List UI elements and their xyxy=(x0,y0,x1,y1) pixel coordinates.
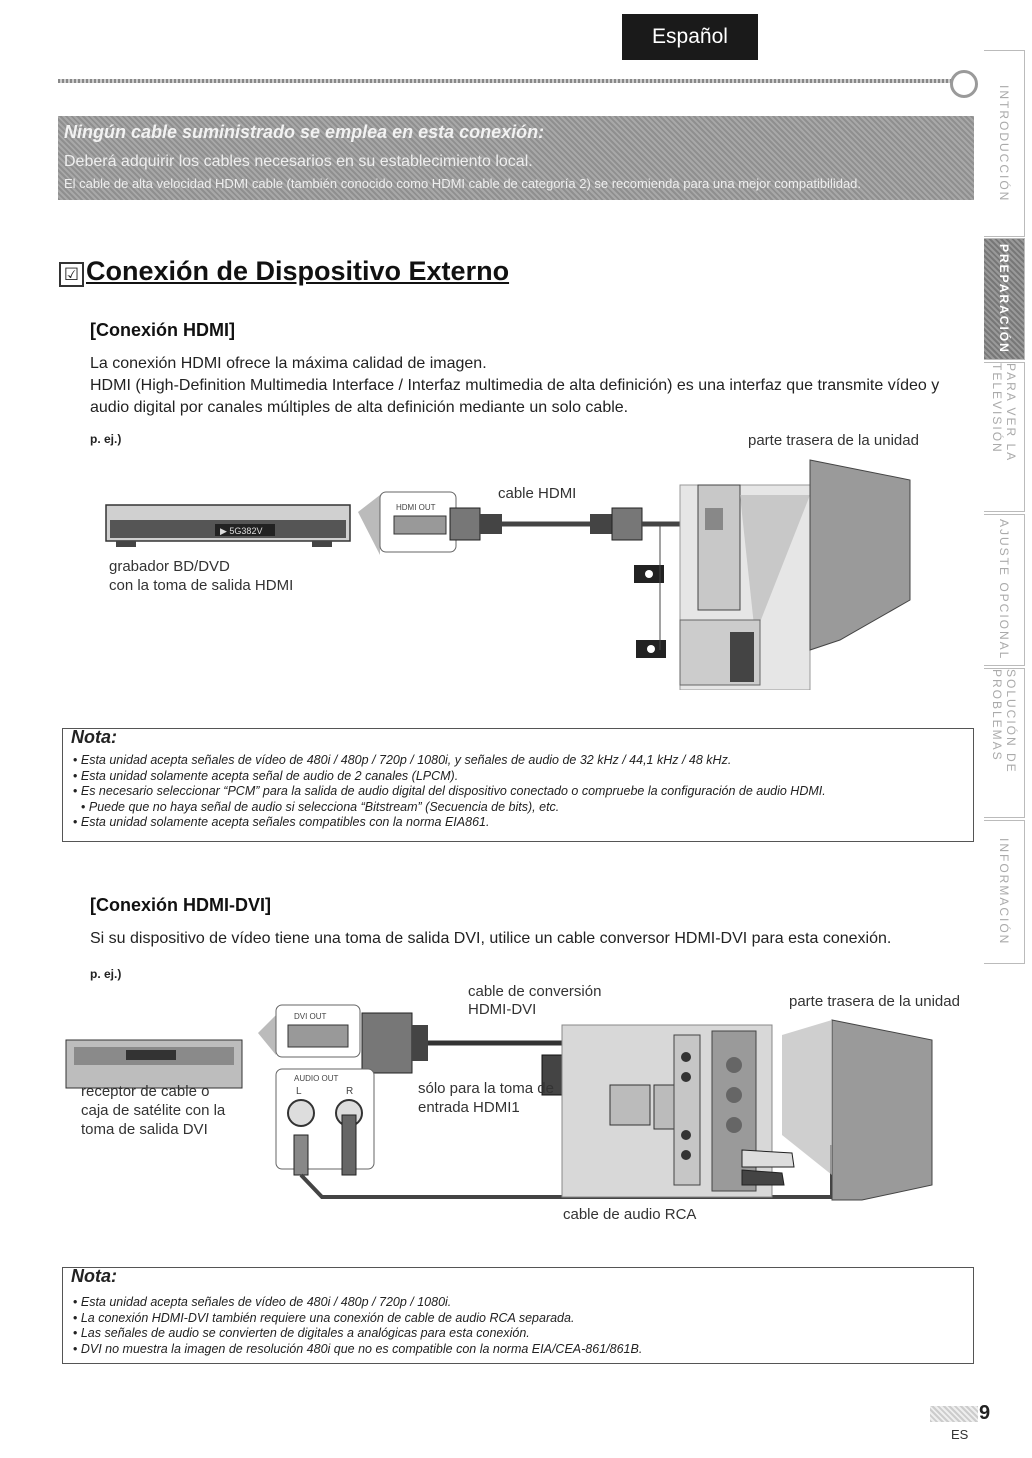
checkbox-icon: ☑ xyxy=(59,262,84,287)
divider-end-circle xyxy=(950,70,978,98)
dvi-device-line-2: caja de satélite con la xyxy=(81,1102,226,1119)
svg-text:R: R xyxy=(346,1086,354,1097)
language-tab: Español xyxy=(622,14,758,60)
hdmi-cable-icon xyxy=(450,508,680,540)
page-number: 9 xyxy=(979,1402,991,1424)
nota-1-item: • Esta unidad solamente acepta señales compatibles con la norma EIA861. xyxy=(73,815,826,831)
dvi-subtitle: [Conexión HDMI-DVI] xyxy=(90,895,271,915)
cable-box-icon xyxy=(66,1040,242,1088)
nota-2-list xyxy=(73,1295,642,1357)
banner-line-1: Deberá adquirir los cables necesarios en su establecimiento local. xyxy=(64,153,533,170)
nota-1-item: • Puede que no haya señal de audio si selecciona “Bitstream” (Secuencia de bits), etc. xyxy=(73,800,826,816)
sidebar-tab-preparacion[interactable]: PREPARACIÓN xyxy=(984,238,1025,360)
nota-1-item: • Esta unidad acepta señales de vídeo de 480i / 480p / 720p / 1080i, y señales de audio de 32 kHz / 44,1 kHz / 48 kHz. xyxy=(73,753,826,769)
tv-body-icon xyxy=(782,1020,932,1200)
sidebar-tab-introduccion[interactable]: INTRODUCCIÓN xyxy=(984,50,1025,237)
dvi-device-line-1: receptor de cable o xyxy=(81,1083,210,1100)
section-title: Conexión de Dispositivo Externo xyxy=(86,256,510,286)
nota-box-1 xyxy=(62,728,974,842)
dvi-rear-label: parte trasera de la unidad xyxy=(789,993,960,1010)
sidebar-tab-informacion[interactable]: INFORMACIÓN xyxy=(984,820,1025,964)
dvi-only-line-1: sólo para la toma de xyxy=(418,1080,554,1097)
nota-1-title: Nota: xyxy=(71,727,117,747)
audio-l-jack-icon xyxy=(288,1100,314,1126)
nota-2-item: • Esta unidad acepta señales de vídeo de 480i / 480p / 720p / 1080i. xyxy=(73,1295,642,1311)
sidebar-tab-para-ver[interactable]: PARA VER LA TELEVISIÓN xyxy=(984,362,1025,512)
hdmi-out-label: HDMI OUT xyxy=(396,503,436,512)
hdmi-example-label: p. ej.) xyxy=(90,432,122,446)
dvi-cable-line-1: cable de conversión xyxy=(468,983,602,1000)
svg-text:L: L xyxy=(296,1086,302,1097)
banner-title: Ningún cable suministrado se emplea en esta conexión: xyxy=(64,122,545,142)
tv-rear-icon xyxy=(634,460,910,690)
sidebar-tab-ajuste[interactable]: AJUSTE OPCIONAL xyxy=(984,514,1025,666)
nota-1-item: • Esta unidad solamente acepta señal de audio de 2 canales (LPCM). xyxy=(73,769,826,785)
hdmi-device-line-2: con la toma de salida HDMI xyxy=(109,577,294,594)
hdmi-para-2: HDMI (High-Definition Multimedia Interface / Interfaz multimedia de alta definición) es una interfaz que transmite vídeo y audio digital por canales múltiples de alta definición mediante un solo cable. xyxy=(90,377,940,416)
nota-2-item: • La conexión HDMI-DVI también requiere una conexión de cable de audio RCA separada. xyxy=(73,1311,642,1327)
nota-2-title: Nota: xyxy=(71,1266,117,1286)
dvi-only-line-2: entrada HDMI1 xyxy=(418,1099,520,1116)
svg-text:▶ 5G382V: ▶ 5G382V xyxy=(220,526,263,536)
tv-rear-panel-icon xyxy=(562,1025,794,1197)
hdmi-para-1: La conexión HDMI ofrece la máxima calidad de imagen. xyxy=(90,355,487,372)
dvi-example-label: p. ej.) xyxy=(90,967,122,981)
dvi-cable-line-2: HDMI-DVI xyxy=(468,1001,537,1018)
top-divider xyxy=(58,79,958,83)
hdmi-subtitle: [Conexión HDMI] xyxy=(90,320,235,340)
nota-1-item: • Es necesario seleccionar “PCM” para la salida de audio digital del dispositivo conectado o compruebe la configuración de audio HDMI. xyxy=(73,784,826,800)
sidebar-tab-solucion[interactable]: SOLUCIÓN DE PROBLEMAS xyxy=(984,668,1025,818)
page-language-code: ES xyxy=(951,1427,969,1442)
hdmi-rear-label: parte trasera de la unidad xyxy=(748,432,919,449)
nota-2-item: • Las señales de audio se convierten de digitales a analógicas para esta conexión. xyxy=(73,1326,642,1342)
page-number-decoration xyxy=(930,1406,978,1422)
nota-box-2 xyxy=(62,1267,974,1364)
hdmi-device-line-1: grabador BD/DVD xyxy=(109,558,230,575)
dvi-para: Si su dispositivo de vídeo tiene una toma de salida DVI, utilice un cable conversor HDMI-DVI para esta conexión. xyxy=(90,930,892,947)
audio-out-label: AUDIO OUT xyxy=(294,1074,339,1083)
dvi-out-label: DVI OUT xyxy=(294,1012,327,1021)
nota-1-list xyxy=(73,753,826,831)
bd-dvd-recorder-icon xyxy=(106,505,350,547)
rca-cable-label: cable de audio RCA xyxy=(563,1206,697,1223)
nota-2-item: • DVI no muestra la imagen de resolución 480i que no es compatible con la norma EIA/CEA-861/861B. xyxy=(73,1342,642,1358)
dvi-device-line-3: toma de salida DVI xyxy=(81,1121,208,1138)
banner-line-2: El cable de alta velocidad HDMI cable (también conocido como HDMI cable de categoría 2) se recomienda para una mejor compatibilidad. xyxy=(64,176,862,191)
hdmi-cable-label: cable HDMI xyxy=(498,485,577,502)
hdmi-diagram xyxy=(100,450,970,690)
